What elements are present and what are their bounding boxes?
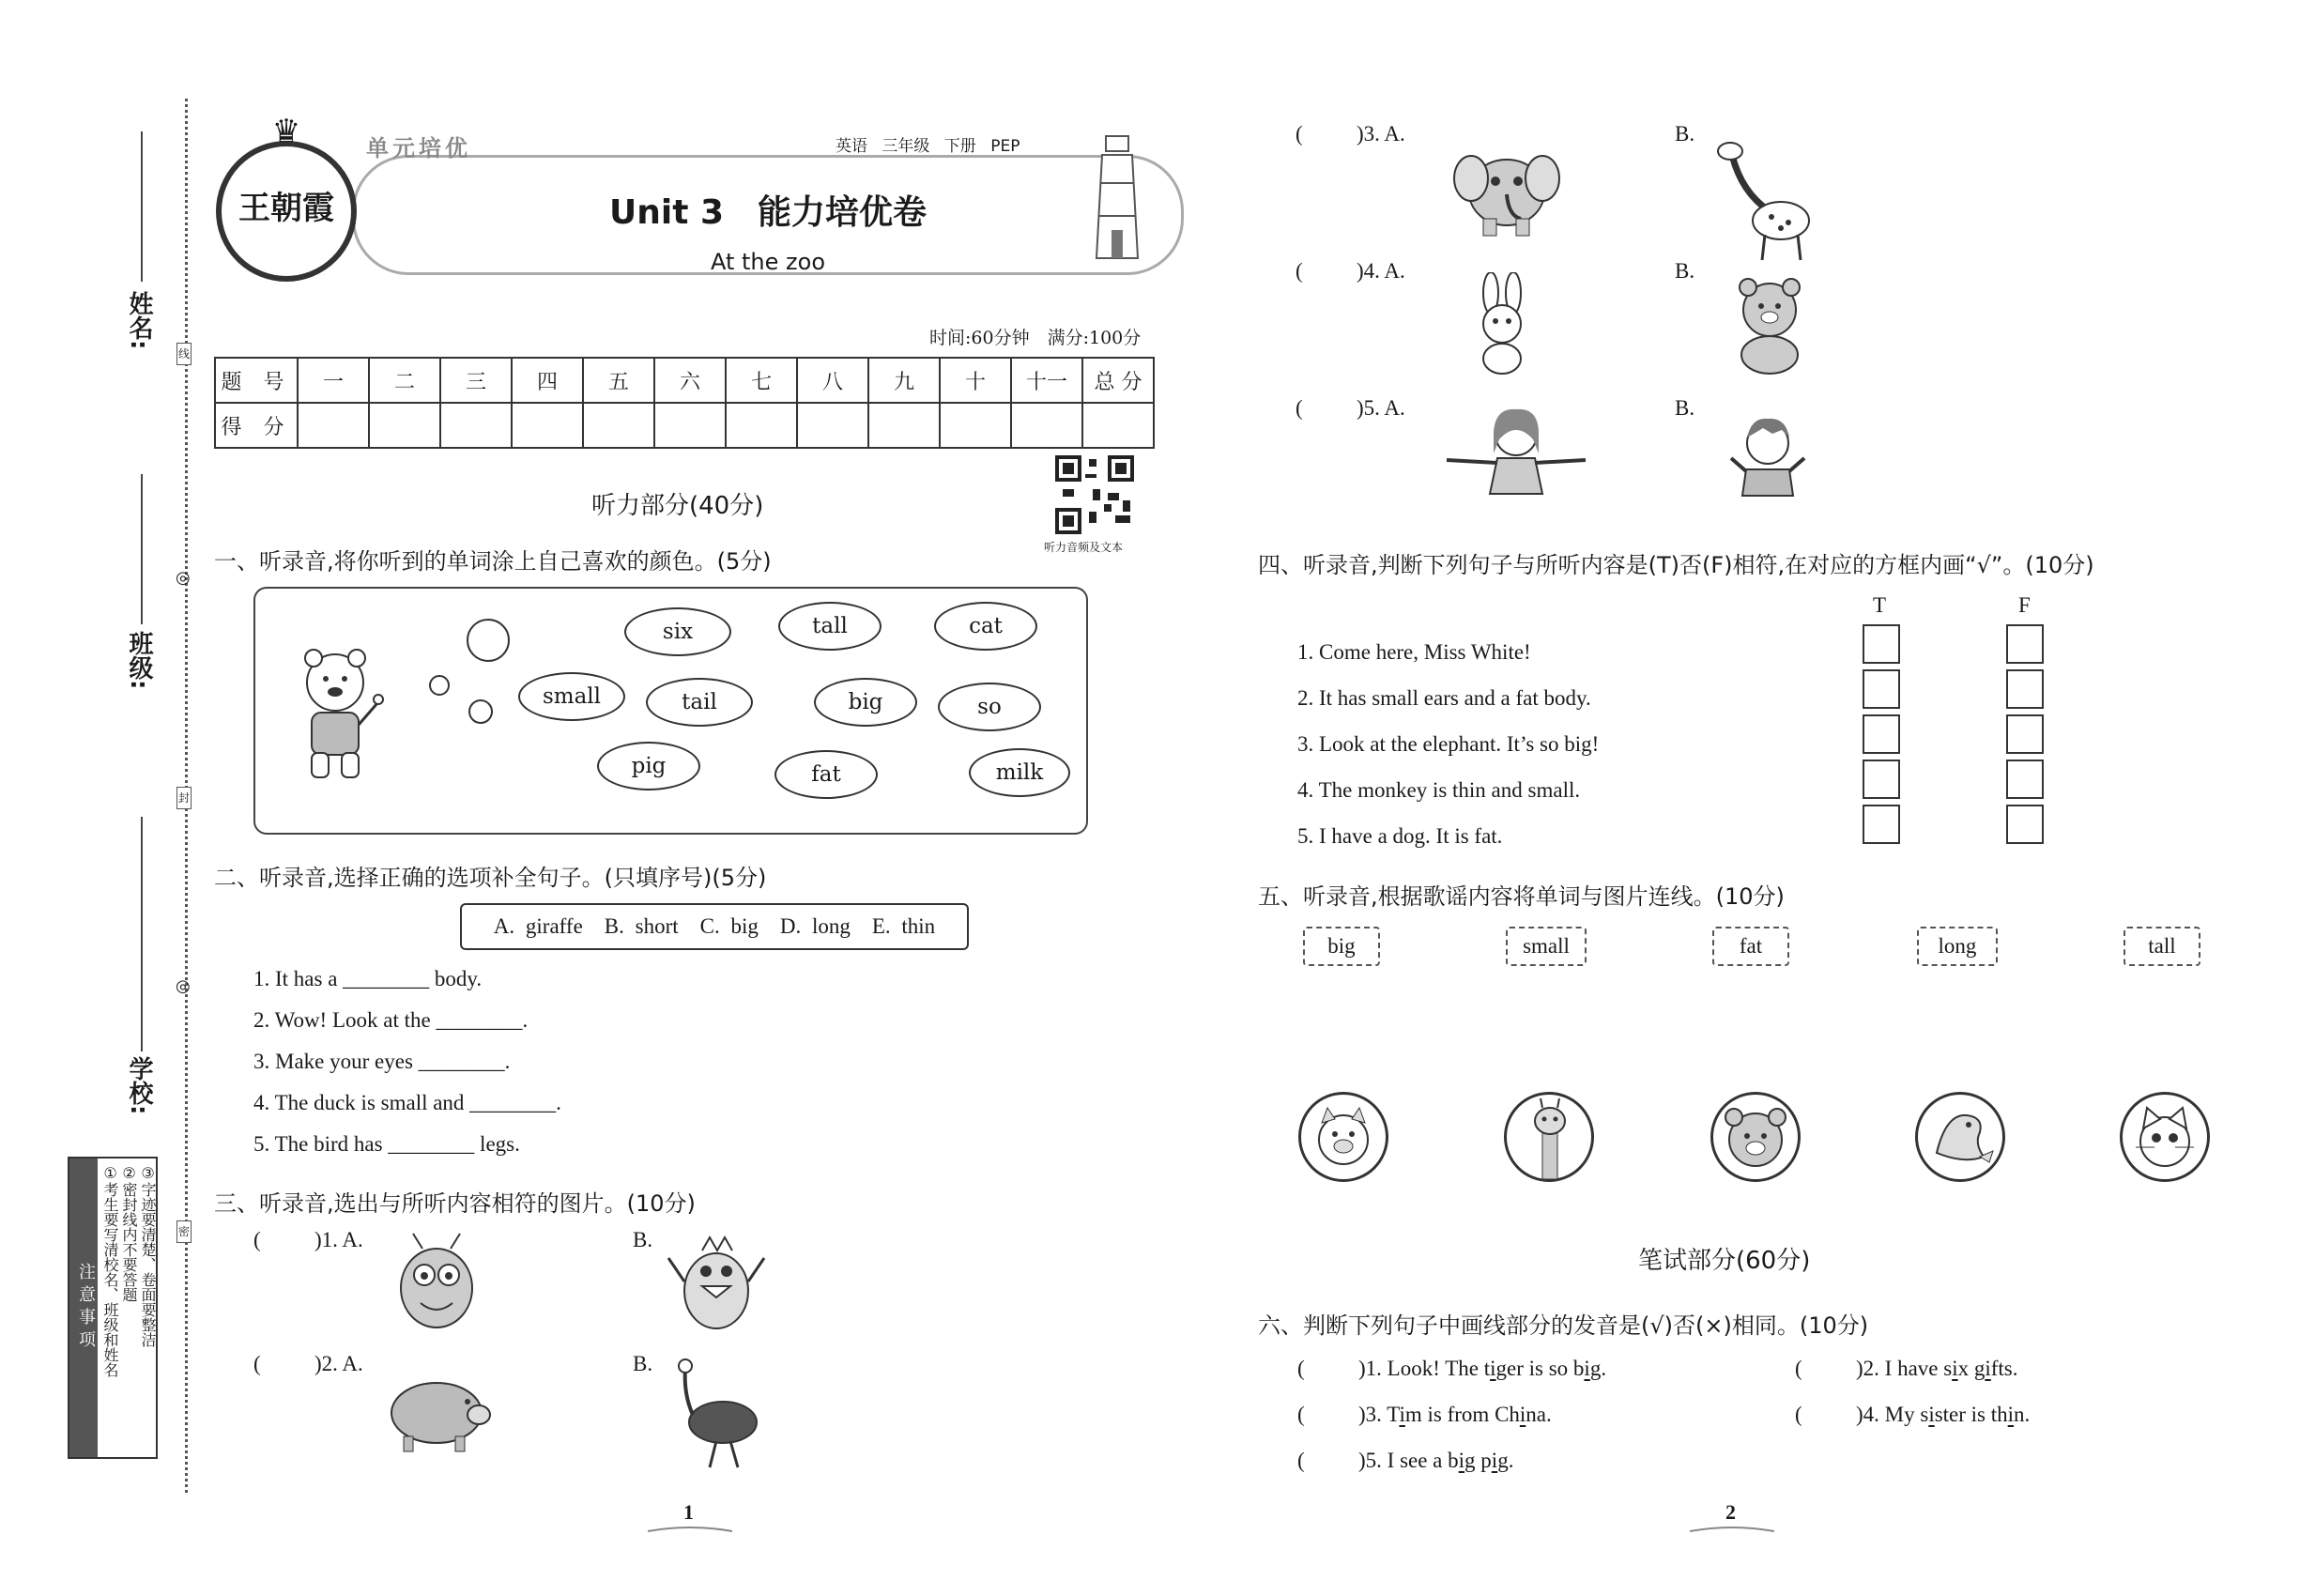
- q3-option-b: B.: [633, 1352, 653, 1375]
- answer-paren[interactable]: (: [1297, 1357, 1305, 1380]
- score-cell[interactable]: [1082, 403, 1154, 448]
- answer-paren[interactable]: (: [1795, 1357, 1802, 1380]
- page-ornament: [1690, 1526, 1774, 1537]
- seal-picture[interactable]: [1915, 1092, 2005, 1182]
- title-banner: [352, 155, 1184, 275]
- true-checkbox[interactable]: [1863, 805, 1900, 844]
- lighthouse-icon: [1080, 127, 1155, 268]
- seal-icon: [1918, 1095, 2002, 1179]
- q2-options-box: A. giraffe B. short C. big D. long E. thin: [460, 903, 969, 950]
- notes-box: [68, 1157, 158, 1459]
- answer-paren[interactable]: (: [1296, 396, 1303, 420]
- answer-paren[interactable]: (: [253, 1228, 261, 1251]
- q6-item: )4. My sister is thin.: [1856, 1403, 2031, 1426]
- q3-option-b: B.: [1675, 122, 1695, 146]
- thought-bubble: [468, 699, 493, 724]
- page-ornament: [648, 1526, 732, 1537]
- monster-icon[interactable]: [385, 1230, 488, 1338]
- score-cell[interactable]: [868, 403, 940, 448]
- q3-item-label: )2. A.: [314, 1352, 363, 1375]
- time-limit: 时间:60分钟 满分:100分: [929, 328, 1142, 348]
- q3-title: 三、听录音,选出与所听内容相符的图片。(10分): [214, 1190, 696, 1217]
- qr-code-icon[interactable]: [1055, 455, 1134, 534]
- seal-mark: 线: [176, 343, 192, 365]
- false-checkbox[interactable]: [2006, 805, 2044, 844]
- q3-item-label: )4. A.: [1357, 259, 1405, 283]
- q3-item-label: )1. A.: [314, 1228, 363, 1251]
- class-label: 班级:: [125, 631, 153, 690]
- circle-mark-icon: ◎: [176, 976, 191, 996]
- q3-item-label: )5. A.: [1357, 396, 1405, 420]
- bear-icon: [1713, 1095, 1798, 1179]
- q6-item: )2. I have six gifts.: [1856, 1357, 2018, 1380]
- score-col: 七: [726, 358, 797, 403]
- word-oval[interactable]: tail: [646, 678, 753, 727]
- true-checkbox[interactable]: [1863, 669, 1900, 709]
- publisher-logo: [216, 113, 357, 282]
- q3-option-b: B.: [1675, 259, 1695, 283]
- false-header: F: [2018, 593, 2031, 617]
- elephant-icon[interactable]: [1450, 136, 1563, 239]
- bear-icon: [284, 645, 387, 786]
- score-table: [214, 357, 1155, 449]
- page-title: Unit 3 能力培优卷: [609, 193, 927, 232]
- giraffe-icon: [1507, 1095, 1591, 1179]
- q4-item: 3. Look at the elephant. It’s so big!: [1297, 732, 1600, 756]
- note-item: ①考生要写清校名、班级和姓名: [101, 1164, 119, 1377]
- q2-item[interactable]: 1. It has a ________ body.: [253, 967, 483, 990]
- word-oval[interactable]: fat: [774, 750, 878, 799]
- q2-item[interactable]: 5. The bird has ________ legs.: [253, 1132, 520, 1156]
- monster-icon[interactable]: [665, 1230, 768, 1338]
- notes-title: 注意事项: [69, 1159, 98, 1457]
- name-label: 姓名:: [125, 291, 153, 350]
- q5-title: 五、听录音,根据歌谣内容将单词与图片连线。(10分): [1258, 883, 1785, 910]
- q3-option-b: B.: [633, 1228, 653, 1251]
- score-col: 一: [298, 358, 369, 403]
- bear-icon[interactable]: [1727, 272, 1812, 376]
- word-card[interactable]: tall: [2124, 927, 2200, 966]
- false-checkbox[interactable]: [2006, 714, 2044, 754]
- score-col: 三: [440, 358, 512, 403]
- book-meta: 英语 三年级 下册 PEP: [836, 137, 1020, 156]
- score-col: 八: [797, 358, 868, 403]
- answer-paren[interactable]: (: [1296, 259, 1303, 283]
- q4-item: 2. It has small ears and a fat body.: [1297, 686, 1591, 710]
- score-cell[interactable]: [583, 403, 654, 448]
- q4-item: 4. The monkey is thin and small.: [1297, 778, 1581, 802]
- note-item: ③字迹要清楚、卷面要整洁: [139, 1164, 157, 1347]
- word-oval[interactable]: tall: [778, 602, 882, 651]
- name-field[interactable]: [141, 131, 143, 282]
- seal-mark: 封: [176, 787, 192, 809]
- true-checkbox[interactable]: [1863, 760, 1900, 799]
- q4-title: 四、听录音,判断下列句子与所听内容是(T)否(F)相符,在对应的方框内画“√”。(10分): [1258, 552, 2094, 578]
- page-subtitle: At the zoo: [710, 249, 825, 275]
- score-row-head: 得 分: [215, 403, 298, 448]
- word-oval[interactable]: small: [518, 672, 625, 721]
- score-row-head: 题 号: [215, 358, 298, 403]
- rabbit-icon[interactable]: [1464, 272, 1540, 376]
- pig-picture[interactable]: [1298, 1092, 1388, 1182]
- word-card[interactable]: big: [1303, 927, 1380, 966]
- q2-title: 二、听录音,选择正确的选项补全句子。(只填序号)(5分): [214, 865, 767, 891]
- score-col: 总 分: [1082, 358, 1154, 403]
- word-oval[interactable]: pig: [597, 742, 700, 790]
- answer-paren[interactable]: (: [1296, 122, 1303, 146]
- q1-title: 一、听录音,将你听到的单词涂上自己喜欢的颜色。(5分): [214, 548, 772, 575]
- word-card[interactable]: small: [1506, 927, 1587, 966]
- score-cell[interactable]: [797, 403, 868, 448]
- giraffe-picture[interactable]: [1504, 1092, 1594, 1182]
- page-number: 2: [1725, 1500, 1736, 1524]
- false-checkbox[interactable]: [2006, 624, 2044, 664]
- true-checkbox[interactable]: [1863, 714, 1900, 754]
- bear-picture[interactable]: [1710, 1092, 1801, 1182]
- word-oval[interactable]: cat: [934, 602, 1037, 651]
- answer-paren[interactable]: (: [1795, 1403, 1802, 1426]
- q2-item[interactable]: 2. Wow! Look at the ________.: [253, 1008, 529, 1032]
- logo-text: 王朝霞: [238, 190, 334, 227]
- q6-item: )1. Look! The tiger is so big.: [1358, 1357, 1607, 1380]
- false-checkbox[interactable]: [2006, 669, 2044, 709]
- school-field[interactable]: [141, 817, 143, 1051]
- score-col: 五: [583, 358, 654, 403]
- pig-icon: [1301, 1095, 1386, 1179]
- score-cell[interactable]: [512, 403, 583, 448]
- q3-item-label: )3. A.: [1357, 122, 1405, 146]
- word-oval[interactable]: six: [624, 607, 731, 656]
- score-cell[interactable]: [940, 403, 1011, 448]
- cat-icon: [2123, 1095, 2207, 1179]
- thought-bubble: [467, 619, 510, 662]
- note-item: ②密封线内不要答题: [120, 1164, 138, 1302]
- word-oval[interactable]: big: [814, 678, 917, 727]
- false-checkbox[interactable]: [2006, 760, 2044, 799]
- q6-item: )5. I see a big pig.: [1358, 1449, 1514, 1472]
- answer-paren[interactable]: (: [1297, 1449, 1305, 1472]
- score-col: 六: [654, 358, 726, 403]
- pig-icon[interactable]: [385, 1366, 498, 1455]
- thought-bubble: [429, 675, 450, 696]
- listening-title: 听力部分(40分): [591, 492, 764, 520]
- answer-paren[interactable]: (: [253, 1352, 261, 1375]
- score-col: 十: [940, 358, 1011, 403]
- q2-item[interactable]: 4. The duck is small and ________.: [253, 1091, 561, 1114]
- score-cell[interactable]: [369, 403, 440, 448]
- score-col: 十一: [1011, 358, 1082, 403]
- class-field[interactable]: [141, 474, 143, 624]
- ostrich-icon[interactable]: [665, 1357, 768, 1469]
- crown-icon: ♛: [271, 113, 301, 150]
- q6-title: 六、判断下列句子中画线部分的发音是(√)否(×)相同。(10分): [1258, 1312, 1869, 1339]
- page-number: 1: [683, 1500, 694, 1524]
- score-cell[interactable]: [654, 403, 726, 448]
- series-label: 单元培优: [366, 135, 471, 161]
- q6-item: )3. Tim is from China.: [1358, 1403, 1552, 1426]
- score-cell[interactable]: [726, 403, 797, 448]
- true-checkbox[interactable]: [1863, 624, 1900, 664]
- q2-item[interactable]: 3. Make your eyes ________.: [253, 1050, 511, 1073]
- boy-icon[interactable]: [1725, 413, 1810, 498]
- q3-option-b: B.: [1675, 396, 1695, 420]
- seal-mark: 密: [176, 1220, 192, 1243]
- score-col: 二: [369, 358, 440, 403]
- score-cell[interactable]: [298, 403, 369, 448]
- q4-item: 1. Come here, Miss White!: [1297, 640, 1531, 664]
- qr-caption: 听力音频及文本: [1044, 541, 1124, 554]
- score-cell[interactable]: [440, 403, 512, 448]
- true-header: T: [1873, 593, 1887, 617]
- school-label: 学校:: [125, 1056, 153, 1115]
- cat-picture[interactable]: [2120, 1092, 2210, 1182]
- q1-word-box: [253, 587, 1088, 835]
- circle-mark-icon: ◎: [176, 568, 191, 588]
- q4-item: 5. I have a dog. It is fat.: [1297, 824, 1503, 848]
- word-card[interactable]: fat: [1712, 927, 1789, 966]
- word-card[interactable]: long: [1917, 927, 1998, 966]
- word-oval[interactable]: so: [938, 683, 1041, 731]
- girl-arms-open-icon[interactable]: [1441, 402, 1591, 496]
- word-oval[interactable]: milk: [969, 748, 1070, 797]
- written-title: 笔试部分(60分): [1638, 1247, 1811, 1275]
- score-col: 四: [512, 358, 583, 403]
- giraffe-icon[interactable]: [1713, 136, 1817, 263]
- score-cell[interactable]: [1011, 403, 1082, 448]
- answer-paren[interactable]: (: [1297, 1403, 1305, 1426]
- score-col: 九: [868, 358, 940, 403]
